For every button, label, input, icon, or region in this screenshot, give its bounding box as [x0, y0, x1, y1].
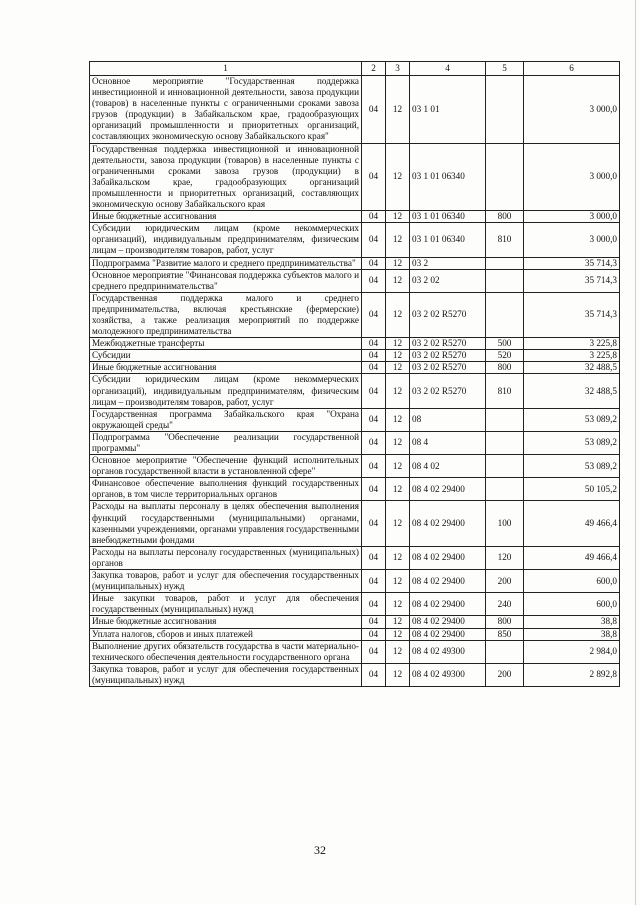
section-code-cell: 04 [362, 628, 386, 640]
subsection-code-cell: 12 [386, 223, 410, 257]
target-article-cell: 08 4 02 29400 [410, 616, 486, 628]
row-name-cell: Основное мероприятие "Обеспечение функций исполнительных органов государственной власти в установленной сфере" [90, 455, 362, 478]
table-row [90, 570, 620, 593]
table-row [90, 257, 620, 269]
expense-type-cell [486, 292, 524, 337]
table-row [90, 350, 620, 362]
target-article-cell: 03 1 01 06340 [410, 223, 486, 257]
row-name-cell: Иные бюджетные ассигнования [90, 211, 362, 223]
target-article-cell: 08 4 02 29400 [410, 570, 486, 593]
amount-cell: 35 714,3 [524, 292, 620, 337]
row-name-cell: Межбюджетные трансферты [90, 338, 362, 350]
page-number: 32 [314, 843, 326, 857]
amount-cell: 2 984,0 [524, 640, 620, 663]
section-code-cell: 04 [362, 76, 386, 144]
section-code-cell: 04 [362, 257, 386, 269]
row-name-cell: Государственная поддержка малого и среднего предпринимательства, включая крестьянские (фермерские) хозяйства, а также реализация мероприятий по поддержке молодежного предпринимательства [90, 292, 362, 337]
section-code-cell: 04 [362, 431, 386, 454]
row-name-cell: Субсидии юридическим лицам (кроме некоммерческих организаций), индивидуальным предпринимателям, физическим лицам – производителям товаров, работ, услуг [90, 223, 362, 257]
row-name-cell: Выполнение других обязательств государства в части материально-технического обеспечения деятельности государственного органа [90, 640, 362, 663]
row-name-cell: Закупка товаров, работ и услуг для обеспечения государственных (муниципальных) нужд [90, 663, 362, 686]
amount-cell: 50 105,2 [524, 478, 620, 501]
target-article-cell: 03 2 02 R5270 [410, 350, 486, 362]
target-article-cell: 08 4 02 49300 [410, 663, 486, 686]
subsection-code-cell: 12 [386, 546, 410, 569]
subsection-code-cell: 12 [386, 338, 410, 350]
section-code-cell: 04 [362, 338, 386, 350]
section-code-cell: 04 [362, 350, 386, 362]
target-article-cell: 08 4 02 [410, 455, 486, 478]
amount-cell: 32 488,5 [524, 374, 620, 408]
amount-cell: 35 714,3 [524, 269, 620, 292]
row-name-cell: Основное мероприятие "Финансовая поддержка субъектов малого и среднего предпринимательства" [90, 269, 362, 292]
target-article-cell: 03 1 01 06340 [410, 143, 486, 211]
expense-type-cell [486, 269, 524, 292]
expense-type-cell [486, 257, 524, 269]
section-code-cell: 04 [362, 616, 386, 628]
column-header: 6 [524, 62, 620, 76]
subsection-code-cell: 12 [386, 455, 410, 478]
amount-cell: 3 000,0 [524, 223, 620, 257]
table-row [90, 211, 620, 223]
expense-type-cell [486, 640, 524, 663]
table-header-row [90, 62, 620, 76]
row-name-cell: Подпрограмма "Развитие малого и среднего предпринимательства" [90, 257, 362, 269]
expense-type-cell: 850 [486, 628, 524, 640]
section-code-cell: 04 [362, 663, 386, 686]
subsection-code-cell: 12 [386, 374, 410, 408]
expense-type-cell [486, 478, 524, 501]
expense-type-cell [486, 455, 524, 478]
section-code-cell: 04 [362, 501, 386, 546]
table-row [90, 593, 620, 616]
subsection-code-cell: 12 [386, 269, 410, 292]
table-row [90, 663, 620, 686]
amount-cell: 3 225,8 [524, 338, 620, 350]
subsection-code-cell: 12 [386, 211, 410, 223]
table-row [90, 362, 620, 374]
target-article-cell: 03 2 02 [410, 269, 486, 292]
table-row [90, 374, 620, 408]
section-code-cell: 04 [362, 546, 386, 569]
amount-cell: 3 000,0 [524, 211, 620, 223]
column-header: 5 [486, 62, 524, 76]
target-article-cell: 08 4 02 29400 [410, 593, 486, 616]
row-name-cell: Подпрограмма "Обеспечение реализации государственной программы" [90, 431, 362, 454]
expense-type-cell: 100 [486, 501, 524, 546]
row-name-cell: Финансовое обеспечение выполнения функций государственных органов, в том числе территориальных органов [90, 478, 362, 501]
target-article-cell: 08 4 02 29400 [410, 501, 486, 546]
table-row [90, 76, 620, 144]
table-row [90, 269, 620, 292]
table-row [90, 628, 620, 640]
row-name-cell: Субсидии юридическим лицам (кроме некоммерческих организаций), индивидуальным предпринимателям, физическим лицам – производителям товаров, работ, услуг [90, 374, 362, 408]
amount-cell: 38,8 [524, 616, 620, 628]
section-code-cell: 04 [362, 269, 386, 292]
row-name-cell: Закупка товаров, работ и услуг для обеспечения государственных (муниципальных) нужд [90, 570, 362, 593]
target-article-cell: 08 4 02 29400 [410, 628, 486, 640]
amount-cell: 2 892,8 [524, 663, 620, 686]
row-name-cell: Иные бюджетные ассигнования [90, 362, 362, 374]
amount-cell: 53 089,2 [524, 431, 620, 454]
amount-cell: 3 000,0 [524, 76, 620, 144]
amount-cell: 600,0 [524, 570, 620, 593]
table-row [90, 338, 620, 350]
target-article-cell: 08 4 02 49300 [410, 640, 486, 663]
subsection-code-cell: 12 [386, 640, 410, 663]
amount-cell: 38,8 [524, 628, 620, 640]
subsection-code-cell: 12 [386, 257, 410, 269]
row-name-cell: Иные закупки товаров, работ и услуг для обеспечения государственных (муниципальных) нужд [90, 593, 362, 616]
target-article-cell: 03 1 01 06340 [410, 211, 486, 223]
subsection-code-cell: 12 [386, 350, 410, 362]
section-code-cell: 04 [362, 570, 386, 593]
expense-type-cell [486, 143, 524, 211]
expense-type-cell: 800 [486, 362, 524, 374]
subsection-code-cell: 12 [386, 593, 410, 616]
table-row [90, 455, 620, 478]
expense-type-cell: 200 [486, 570, 524, 593]
target-article-cell: 03 2 [410, 257, 486, 269]
expense-type-cell: 800 [486, 211, 524, 223]
section-code-cell: 04 [362, 223, 386, 257]
section-code-cell: 04 [362, 292, 386, 337]
expense-type-cell: 800 [486, 616, 524, 628]
target-article-cell: 03 2 02 R5270 [410, 374, 486, 408]
section-code-cell: 04 [362, 362, 386, 374]
subsection-code-cell: 12 [386, 292, 410, 337]
target-article-cell: 08 [410, 408, 486, 431]
expense-type-cell: 810 [486, 374, 524, 408]
amount-cell: 3 000,0 [524, 143, 620, 211]
column-header: 2 [362, 62, 386, 76]
section-code-cell: 04 [362, 143, 386, 211]
table-row [90, 431, 620, 454]
section-code-cell: 04 [362, 640, 386, 663]
amount-cell: 600,0 [524, 593, 620, 616]
budget-table [89, 61, 620, 687]
section-code-cell: 04 [362, 374, 386, 408]
target-article-cell: 08 4 [410, 431, 486, 454]
table-row [90, 292, 620, 337]
amount-cell: 49 466,4 [524, 501, 620, 546]
table-row [90, 143, 620, 211]
subsection-code-cell: 12 [386, 408, 410, 431]
subsection-code-cell: 12 [386, 76, 410, 144]
section-code-cell: 04 [362, 593, 386, 616]
expense-type-cell: 120 [486, 546, 524, 569]
table-row [90, 478, 620, 501]
table-row [90, 616, 620, 628]
subsection-code-cell: 12 [386, 616, 410, 628]
amount-cell: 32 488,5 [524, 362, 620, 374]
expense-type-cell [486, 431, 524, 454]
table-row [90, 408, 620, 431]
column-header: 3 [386, 62, 410, 76]
row-name-cell: Расходы на выплаты персоналу в целях обеспечения выполнения функций государственными (муниципальными) органами, казенными учреждениями, органами управления государственными внебюджетными фондами [90, 501, 362, 546]
section-code-cell: 04 [362, 455, 386, 478]
amount-cell: 53 089,2 [524, 408, 620, 431]
expense-type-cell: 240 [486, 593, 524, 616]
target-article-cell: 08 4 02 29400 [410, 478, 486, 501]
row-name-cell: Расходы на выплаты персоналу государственных (муниципальных) органов [90, 546, 362, 569]
row-name-cell: Субсидии [90, 350, 362, 362]
subsection-code-cell: 12 [386, 362, 410, 374]
table-row [90, 640, 620, 663]
column-header: 1 [90, 62, 362, 76]
row-name-cell: Основное мероприятие "Государственная поддержка инвестиционной и инновационной деятельности, завоза продукции (товаров) в населенные пункты с ограниченными сроками завоза грузов (продукции) в Забайкальском крае, градообразующих организаций промышленности и приоритетных организаций, составляющих экономическую основу Забайкальского края" [90, 76, 362, 144]
expense-type-cell [486, 408, 524, 431]
amount-cell: 3 225,8 [524, 350, 620, 362]
subsection-code-cell: 12 [386, 478, 410, 501]
subsection-code-cell: 12 [386, 628, 410, 640]
column-header: 4 [410, 62, 486, 76]
table-row [90, 501, 620, 546]
subsection-code-cell: 12 [386, 663, 410, 686]
amount-cell: 35 714,3 [524, 257, 620, 269]
expense-type-cell: 810 [486, 223, 524, 257]
row-name-cell: Уплата налогов, сборов и иных платежей [90, 628, 362, 640]
table-row [90, 546, 620, 569]
target-article-cell: 03 2 02 R5270 [410, 362, 486, 374]
subsection-code-cell: 12 [386, 570, 410, 593]
target-article-cell: 03 2 02 R5270 [410, 292, 486, 337]
section-code-cell: 04 [362, 478, 386, 501]
row-name-cell: Государственная поддержка инвестиционной и инновационной деятельности, завоза продукции (товаров) в населенные пункты с ограниченными сроками завоза грузов (продукции) в Забайкальском крае, градообразующих организаций промышленности и приоритетных организаций, составляющих экономическую основу Забайкальского края [90, 143, 362, 211]
section-code-cell: 04 [362, 211, 386, 223]
subsection-code-cell: 12 [386, 431, 410, 454]
target-article-cell: 03 2 02 R5270 [410, 338, 486, 350]
page-edge [635, 0, 636, 905]
expense-type-cell: 200 [486, 663, 524, 686]
table-row [90, 223, 620, 257]
row-name-cell: Государственная программа Забайкальского края "Охрана окружающей среды" [90, 408, 362, 431]
expense-type-cell [486, 76, 524, 144]
expense-type-cell: 520 [486, 350, 524, 362]
target-article-cell: 08 4 02 29400 [410, 546, 486, 569]
expense-type-cell: 500 [486, 338, 524, 350]
amount-cell: 49 466,4 [524, 546, 620, 569]
section-code-cell: 04 [362, 408, 386, 431]
subsection-code-cell: 12 [386, 501, 410, 546]
target-article-cell: 03 1 01 [410, 76, 486, 144]
row-name-cell: Иные бюджетные ассигнования [90, 616, 362, 628]
amount-cell: 53 089,2 [524, 455, 620, 478]
subsection-code-cell: 12 [386, 143, 410, 211]
